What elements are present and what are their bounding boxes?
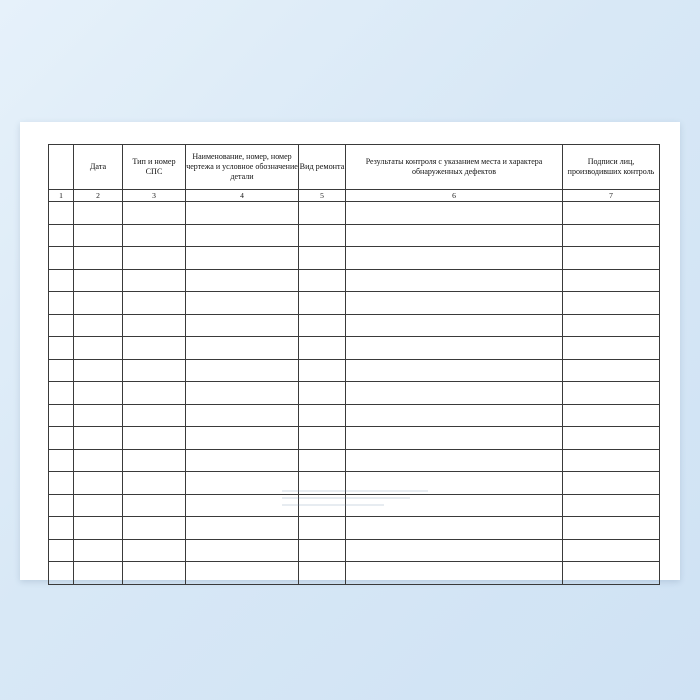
cell-type-number[interactable] [123,449,186,472]
table-row [49,359,660,382]
cell-repair-type[interactable] [299,337,346,360]
cell-type-number[interactable] [123,517,186,540]
register-table-container [48,144,655,585]
cell-part-name[interactable] [186,292,299,315]
cell-repair-type[interactable] [299,292,346,315]
table-row [49,404,660,427]
cell-part-name[interactable] [186,404,299,427]
cell-type-number[interactable] [123,427,186,450]
table-row [49,517,660,540]
cell-part-name[interactable] [186,562,299,585]
cell-index[interactable] [49,449,74,472]
cell-date[interactable] [74,427,123,450]
cell-index[interactable] [49,359,74,382]
column-header-signatures: Подписи лиц, производивших контроль [563,145,660,190]
cell-inspection-results[interactable] [346,247,563,270]
cell-part-name[interactable] [186,269,299,292]
cell-type-number[interactable] [123,314,186,337]
cell-signature[interactable] [563,539,660,562]
cell-signature[interactable] [563,269,660,292]
cell-index[interactable] [49,562,74,585]
cell-repair-type[interactable] [299,269,346,292]
cell-signature[interactable] [563,337,660,360]
table-row [49,449,660,472]
column-header-index [49,145,74,190]
cell-signature[interactable] [563,202,660,225]
cell-inspection-results[interactable] [346,494,563,517]
cell-type-number[interactable] [123,494,186,517]
table-row [49,292,660,315]
cell-part-name[interactable] [186,202,299,225]
cell-index[interactable] [49,337,74,360]
cell-part-name[interactable] [186,359,299,382]
cell-index[interactable] [49,269,74,292]
column-header-part-name: Наименование, номер, номер чертежа и условное обозначение детали [186,145,299,190]
cell-type-number[interactable] [123,337,186,360]
table-row [49,472,660,495]
cell-type-number[interactable] [123,202,186,225]
cell-inspection-results[interactable] [346,359,563,382]
cell-type-number[interactable] [123,539,186,562]
cell-inspection-results[interactable] [346,269,563,292]
cell-type-number[interactable] [123,472,186,495]
cell-repair-type[interactable] [299,449,346,472]
table-row [49,539,660,562]
cell-date[interactable] [74,449,123,472]
column-number-1: 1 [49,190,74,202]
column-number-5: 5 [299,190,346,202]
cell-repair-type[interactable] [299,404,346,427]
table-header-row [49,145,660,190]
column-header-date: Дата [74,145,123,190]
cell-part-name[interactable] [186,449,299,472]
cell-signature[interactable] [563,517,660,540]
cell-signature[interactable] [563,404,660,427]
cell-signature[interactable] [563,247,660,270]
cell-repair-type[interactable] [299,427,346,450]
cell-index[interactable] [49,224,74,247]
cell-part-name[interactable] [186,247,299,270]
table-row [49,314,660,337]
cell-date[interactable] [74,562,123,585]
cell-date[interactable] [74,247,123,270]
cell-date[interactable] [74,359,123,382]
table-column-number-row [49,190,660,202]
column-number-6: 6 [346,190,563,202]
column-number-2: 2 [74,190,123,202]
cell-date[interactable] [74,314,123,337]
column-header-inspection-results: Результаты контроля с указанием места и характера обнаруженных дефектов [346,145,563,190]
cell-type-number[interactable] [123,404,186,427]
cell-inspection-results[interactable] [346,292,563,315]
cell-index[interactable] [49,382,74,405]
cell-signature[interactable] [563,449,660,472]
cell-type-number[interactable] [123,269,186,292]
document-sheet [20,122,680,580]
cell-signature[interactable] [563,472,660,495]
cell-part-name[interactable] [186,224,299,247]
cell-part-name[interactable] [186,472,299,495]
cell-date[interactable] [74,517,123,540]
cell-repair-type[interactable] [299,359,346,382]
cell-repair-type[interactable] [299,539,346,562]
table-row [49,247,660,270]
cell-inspection-results[interactable] [346,517,563,540]
cell-part-name[interactable] [186,539,299,562]
cell-type-number[interactable] [123,224,186,247]
cell-part-name[interactable] [186,517,299,540]
cell-index[interactable] [49,494,74,517]
cell-signature[interactable] [563,562,660,585]
cell-date[interactable] [74,337,123,360]
table-row [49,337,660,360]
cell-type-number[interactable] [123,382,186,405]
cell-type-number[interactable] [123,359,186,382]
cell-repair-type[interactable] [299,314,346,337]
cell-inspection-results[interactable] [346,427,563,450]
cell-inspection-results[interactable] [346,539,563,562]
cell-signature[interactable] [563,292,660,315]
cell-part-name[interactable] [186,314,299,337]
cell-type-number[interactable] [123,247,186,270]
cell-inspection-results[interactable] [346,404,563,427]
cell-repair-type[interactable] [299,382,346,405]
column-number-4: 4 [186,190,299,202]
column-number-3: 3 [123,190,186,202]
cell-type-number[interactable] [123,292,186,315]
cell-date[interactable] [74,202,123,225]
cell-inspection-results[interactable] [346,382,563,405]
table-header [49,145,660,202]
cell-date[interactable] [74,539,123,562]
cell-inspection-results[interactable] [346,337,563,360]
cell-index[interactable] [49,539,74,562]
cell-repair-type[interactable] [299,202,346,225]
cell-signature[interactable] [563,382,660,405]
cell-signature[interactable] [563,359,660,382]
table-row [49,269,660,292]
cell-inspection-results[interactable] [346,202,563,225]
cell-date[interactable] [74,494,123,517]
cell-inspection-results[interactable] [346,314,563,337]
cell-index[interactable] [49,404,74,427]
cell-date[interactable] [74,269,123,292]
table-row [49,427,660,450]
cell-index[interactable] [49,292,74,315]
table-row [49,494,660,517]
cell-signature[interactable] [563,427,660,450]
cell-part-name[interactable] [186,427,299,450]
cell-date[interactable] [74,292,123,315]
table-row [49,382,660,405]
cell-inspection-results[interactable] [346,449,563,472]
cell-repair-type[interactable] [299,562,346,585]
cell-repair-type[interactable] [299,247,346,270]
cell-index[interactable] [49,517,74,540]
cell-repair-type[interactable] [299,224,346,247]
column-number-7: 7 [563,190,660,202]
cell-repair-type[interactable] [299,517,346,540]
cell-signature[interactable] [563,224,660,247]
cell-signature[interactable] [563,314,660,337]
cell-index[interactable] [49,314,74,337]
cell-index[interactable] [49,472,74,495]
cell-index[interactable] [49,427,74,450]
cell-type-number[interactable] [123,562,186,585]
cell-part-name[interactable] [186,337,299,360]
table-row [49,562,660,585]
cell-signature[interactable] [563,494,660,517]
cell-inspection-results[interactable] [346,562,563,585]
cell-part-name[interactable] [186,382,299,405]
cell-inspection-results[interactable] [346,472,563,495]
register-table [48,144,660,585]
cell-repair-type[interactable] [299,472,346,495]
cell-date[interactable] [74,404,123,427]
cell-repair-type[interactable] [299,494,346,517]
cell-date[interactable] [74,224,123,247]
column-header-repair-type: Вид ремонта [299,145,346,190]
cell-index[interactable] [49,202,74,225]
column-header-type-number: Тип и номер СПС [123,145,186,190]
table-row [49,202,660,225]
cell-date[interactable] [74,382,123,405]
cell-inspection-results[interactable] [346,224,563,247]
table-row [49,224,660,247]
table-body [49,202,660,585]
cell-date[interactable] [74,472,123,495]
cell-index[interactable] [49,247,74,270]
cell-part-name[interactable] [186,494,299,517]
